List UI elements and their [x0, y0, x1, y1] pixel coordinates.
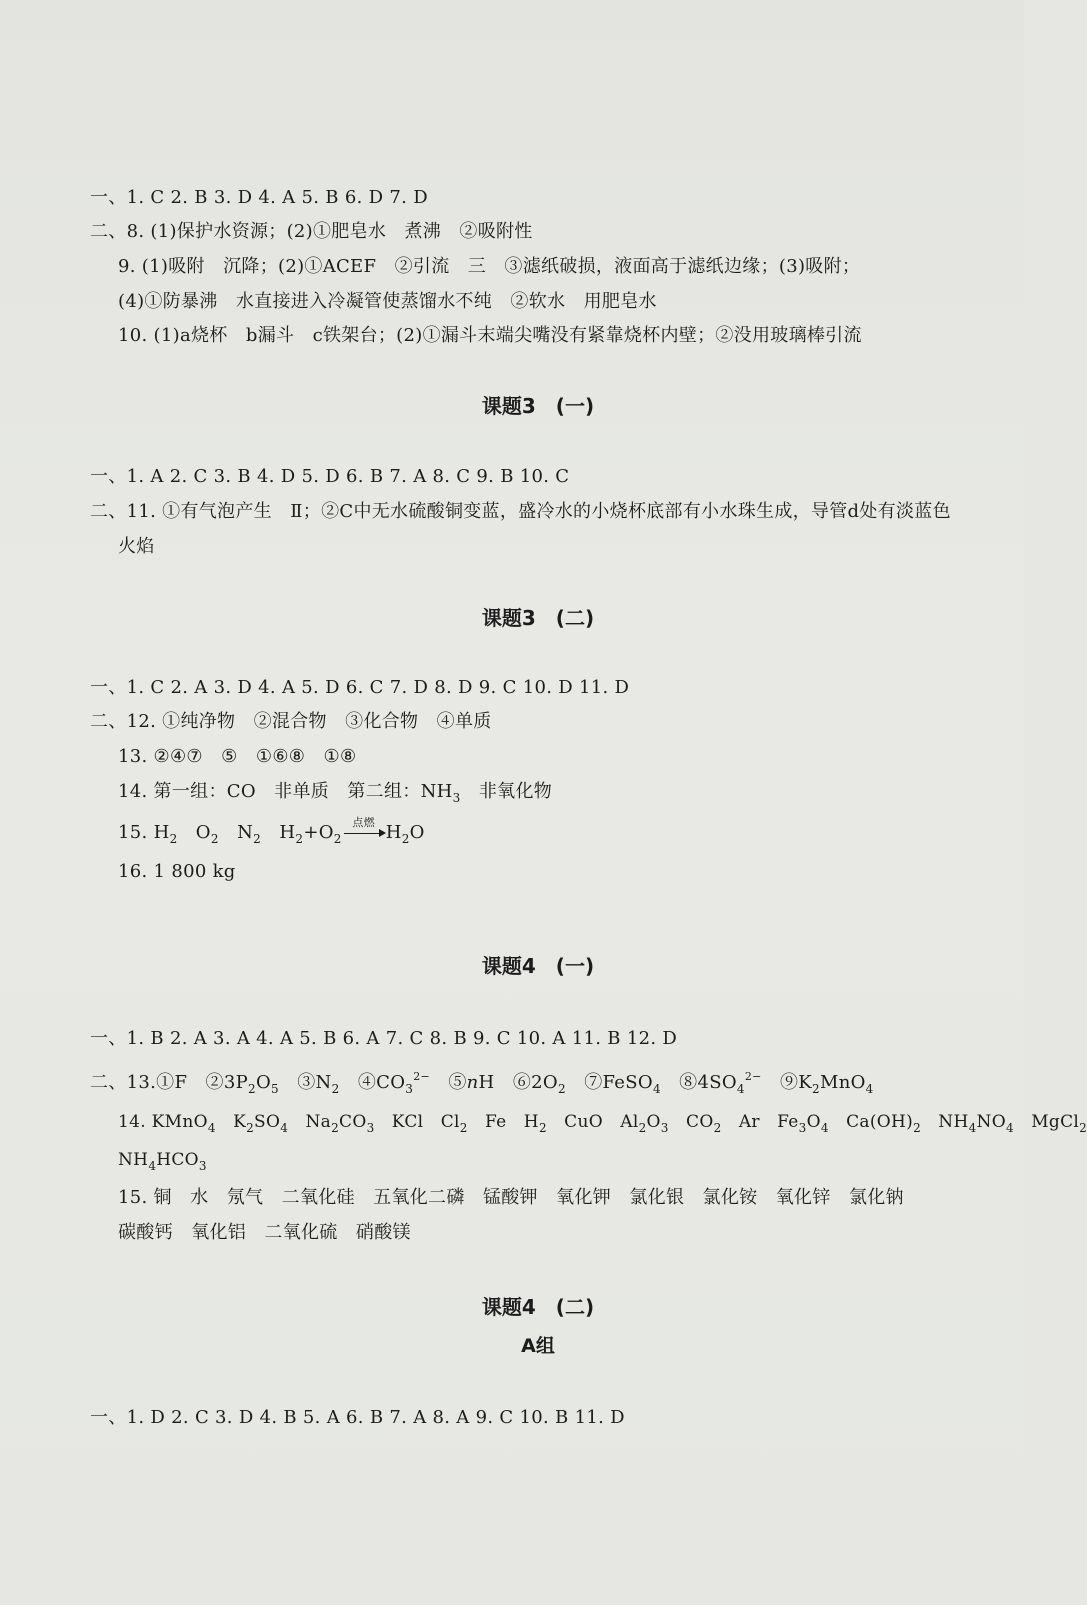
answer-line: 14. 第一组：CO 非单质 第二组：$NH_3$ 非氧化物: [118, 781, 553, 805]
answer-line: 16. 1 800 kg: [118, 861, 236, 882]
answer-line: 二、12. ①纯净物 ②混合物 ③化合物 ④单质: [90, 711, 492, 732]
answer-line: 一、1. C 2. B 3. D 4. A 5. B 6. D 7. D: [90, 187, 428, 208]
answer-line: 一、1. D 2. C 3. D 4. B 5. A 6. B 7. A 8. A 9. C 10. B 11. D: [90, 1407, 625, 1428]
section-subtitle: A组: [521, 1335, 555, 1357]
answer-line: 火焰: [118, 536, 155, 557]
answer-line: 一、1. A 2. C 3. B 4. D 5. D 6. B 7. A 8. C 9. B 10. C: [90, 466, 570, 487]
answer-line: 15. $H_2$ $O_2$ $N_2$ $H_2+O_2$ 点燃 $H_2O$: [118, 816, 425, 846]
section-title: 课题4 (二): [481, 1295, 595, 1319]
answer-line: 15. 铜 水 氖气 二氧化硅 五氧化二磷 锰酸钾 氧化钾 氯化银 氯化铵 氧化锌 氯化钠: [118, 1187, 904, 1208]
section-title: 课题4 (一): [481, 954, 595, 978]
answer-line: 13. ②④⑦ ⑤ ①⑥⑧ ①⑧: [118, 746, 357, 767]
answer-line: 碳酸钙 氧化铝 二氧化硫 硝酸镁: [118, 1222, 411, 1243]
answer-line: 二、11. ①有气泡产生 Ⅱ；②C中无水硫酸铜变蓝，盛冷水的小烧杯底部有小水珠生成，导管d处有淡蓝色: [90, 501, 951, 522]
answer-line: 14. KMnO$_4$ $K_2SO_4$ $Na_2CO_3$ KCl $Cl_2$ Fe $H_2$ CuO $Al_2O_3$ $CO_2$ Ar $Fe_3O_4$ $Ca(OH)_2$ $NH_4NO_4$ MgCl$_2$: [118, 1112, 1087, 1135]
answer-line: 9. (1)吸附 沉降；(2)①ACEF ②引流 三 ③滤纸破损，液面高于滤纸边缘；(3)吸附；: [118, 256, 861, 277]
answer-line: 10. (1)a烧杯 b漏斗 c铁架台；(2)①漏斗末端尖嘴没有紧靠烧杯内壁；②没用玻璃棒引流: [118, 325, 862, 346]
section-title: 课题3 (二): [481, 606, 595, 630]
reaction-arrow-icon: 点燃: [342, 823, 386, 843]
answer-line: 二、13.①F $②3P_2O_5$ $③N_2$ $④CO_3^{2-}$ ⑤nH $⑥2O_2$ ⑦FeSO$_4$ $⑧4SO_4^{2-}$ $⑨K_2MnO_4$: [90, 1070, 874, 1096]
answer-line: 二、8. (1)保护水资源；(2)①肥皂水 煮沸 ②吸附性: [90, 221, 533, 242]
answer-line: (4)①防暴沸 水直接进入冷凝管使蒸馏水不纯 ②软水 用肥皂水: [118, 291, 657, 312]
answer-line: $NH_4HCO_3$: [118, 1150, 207, 1173]
answer-line: 一、1. B 2. A 3. A 4. A 5. B 6. A 7. C 8. B 9. C 10. A 11. B 12. D: [90, 1028, 678, 1049]
section-title: 课题3 (一): [481, 394, 595, 418]
answer-line: 一、1. C 2. A 3. D 4. A 5. D 6. C 7. D 8. D 9. C 10. D 11. D: [90, 677, 630, 698]
